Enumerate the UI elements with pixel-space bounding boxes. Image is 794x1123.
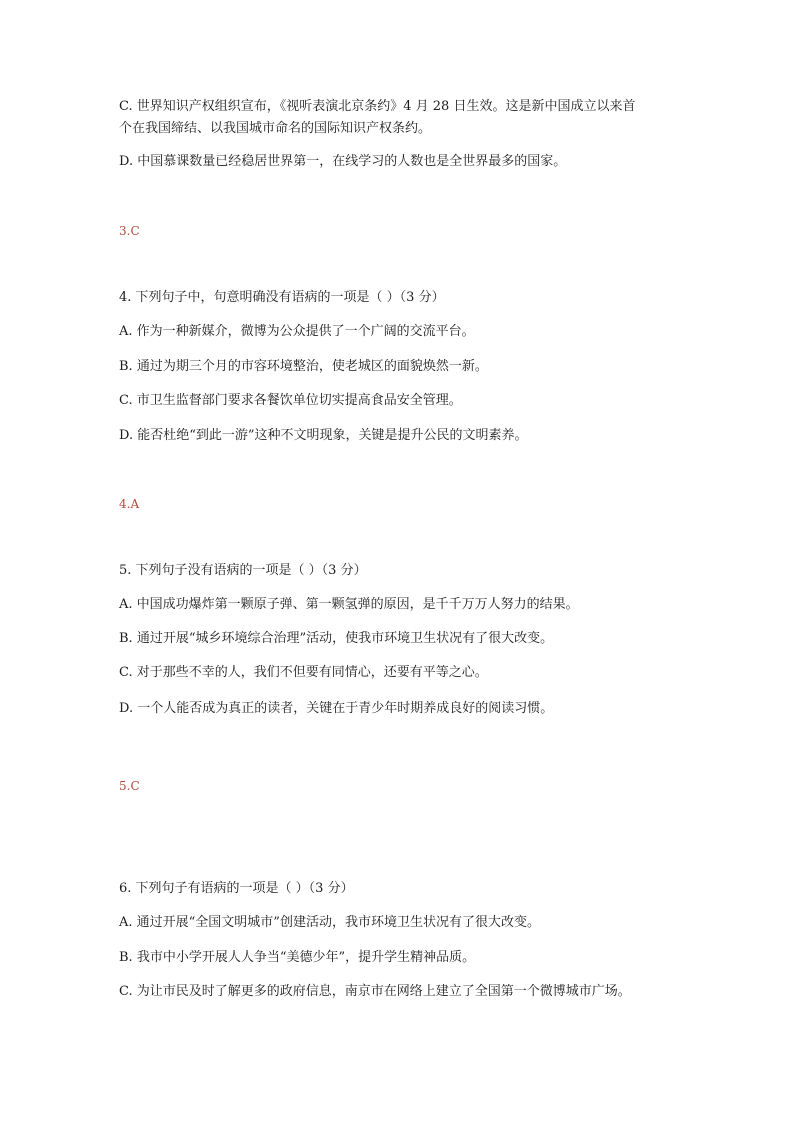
q3-option-c-line-2: 个在我国缔结、以我国城市命名的国际知识产权条约。 xyxy=(119,121,432,136)
q5-stem: 5. 下列句子没有语病的一项是（ ）（3 分） xyxy=(119,563,367,578)
q6-option-a: A. 通过开展“全国文明城市”创建活动，我市环境卫生状况有了很大改变。 xyxy=(119,915,540,930)
q6-option-b: B. 我市中小学开展人人争当“美德少年”，提升学生精神品质。 xyxy=(119,950,476,965)
q4-option-a: A. 作为一种新媒介，微博为公众提供了一个广阔的交流平台。 xyxy=(119,324,475,339)
q5-option-c: C. 对于那些不幸的人，我们不但要有同情心，还要有平等之心。 xyxy=(119,665,488,680)
q5-option-b: B. 通过开展“城乡环境综合治理”活动，使我市环境卫生状况有了很大改变。 xyxy=(119,631,554,646)
q4-option-b: B. 通过为期三个月的市容环境整治，使老城区的面貌焕然一新。 xyxy=(119,359,488,374)
q6-stem: 6. 下列句子有语病的一项是（ ）（3 分） xyxy=(119,881,354,896)
q5-answer: 5.C xyxy=(119,779,140,793)
q3-answer: 3.C xyxy=(119,224,140,238)
q4-answer: 4.A xyxy=(119,497,140,511)
q3-option-d: D. 中国慕课数量已经稳居世界第一，在线学习的人数也是全世界最多的国家。 xyxy=(119,154,567,169)
q5-option-d: D. 一个人能否成为真正的读者，关键在于青少年时期养成良好的阅读习惯。 xyxy=(119,701,554,716)
q4-stem: 4. 下列句子中，句意明确没有语病的一项是（ ）（3 分） xyxy=(119,290,445,305)
q4-option-d: D. 能否杜绝“到此一游”这种不文明现象，关键是提升公民的文明素养。 xyxy=(119,428,528,443)
q4-option-c: C. 市卫生监督部门要求各餐饮单位切实提高食品安全管理。 xyxy=(119,393,462,408)
q5-option-a: A. 中国成功爆炸第一颗原子弹、第一颗氢弹的原因，是千千万万人努力的结果。 xyxy=(119,597,579,612)
q6-option-c: C. 为让市民及时了解更多的政府信息，南京市在网络上建立了全国第一个微博城市广场。 xyxy=(119,984,631,999)
q3-option-c-line-1: C. 世界知识产权组织宣布，《视听表演北京条约》4 月 28 日生效。这是新中国成立以来首 xyxy=(119,99,636,114)
